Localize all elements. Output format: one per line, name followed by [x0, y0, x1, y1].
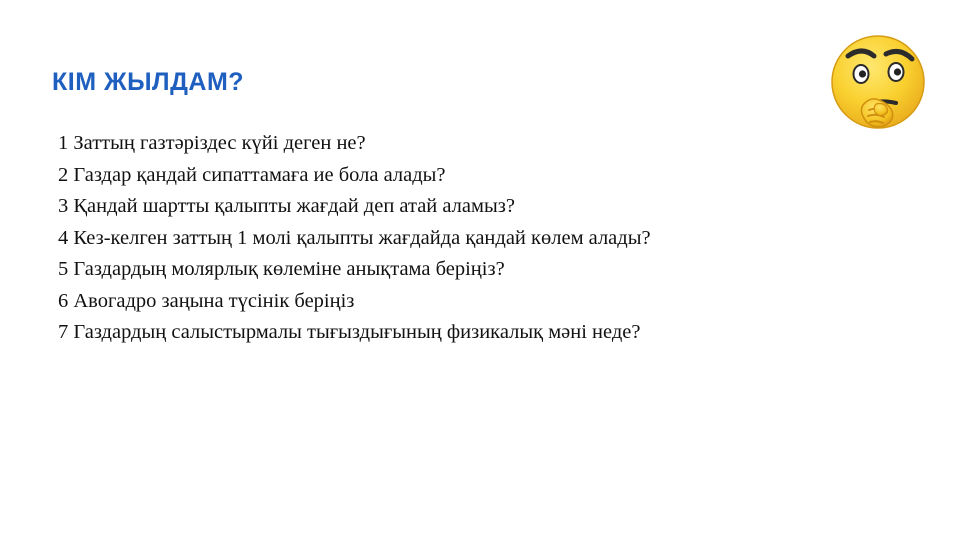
- list-item: 5 Газдардың молярлық көлеміне анықтама беріңіз?: [58, 258, 505, 280]
- thinking-face-emoji: [812, 26, 942, 146]
- list-item: 6 Авогадро заңына түсінік беріңіз: [58, 289, 355, 312]
- list-item: 4 Кез-келген заттың 1 молі қалыпты жағдайда қандай көлем алады?: [58, 226, 651, 249]
- question-list: [58, 128, 888, 349]
- list-item: 2 Газдар қандай сипаттамаға ие бола алады?: [58, 163, 446, 186]
- list-item: 7 Газдардың салыстырмалы тығыздығының физикалық мәні неде?: [58, 321, 641, 343]
- list-item: 1 Заттың газтәріздес күйі деген не?: [58, 132, 366, 154]
- list-item: 3 Қандай шартты қалыпты жағдай деп атай аламыз?: [58, 195, 515, 217]
- page-title: КІМ ЖЫЛДАМ?: [52, 68, 245, 96]
